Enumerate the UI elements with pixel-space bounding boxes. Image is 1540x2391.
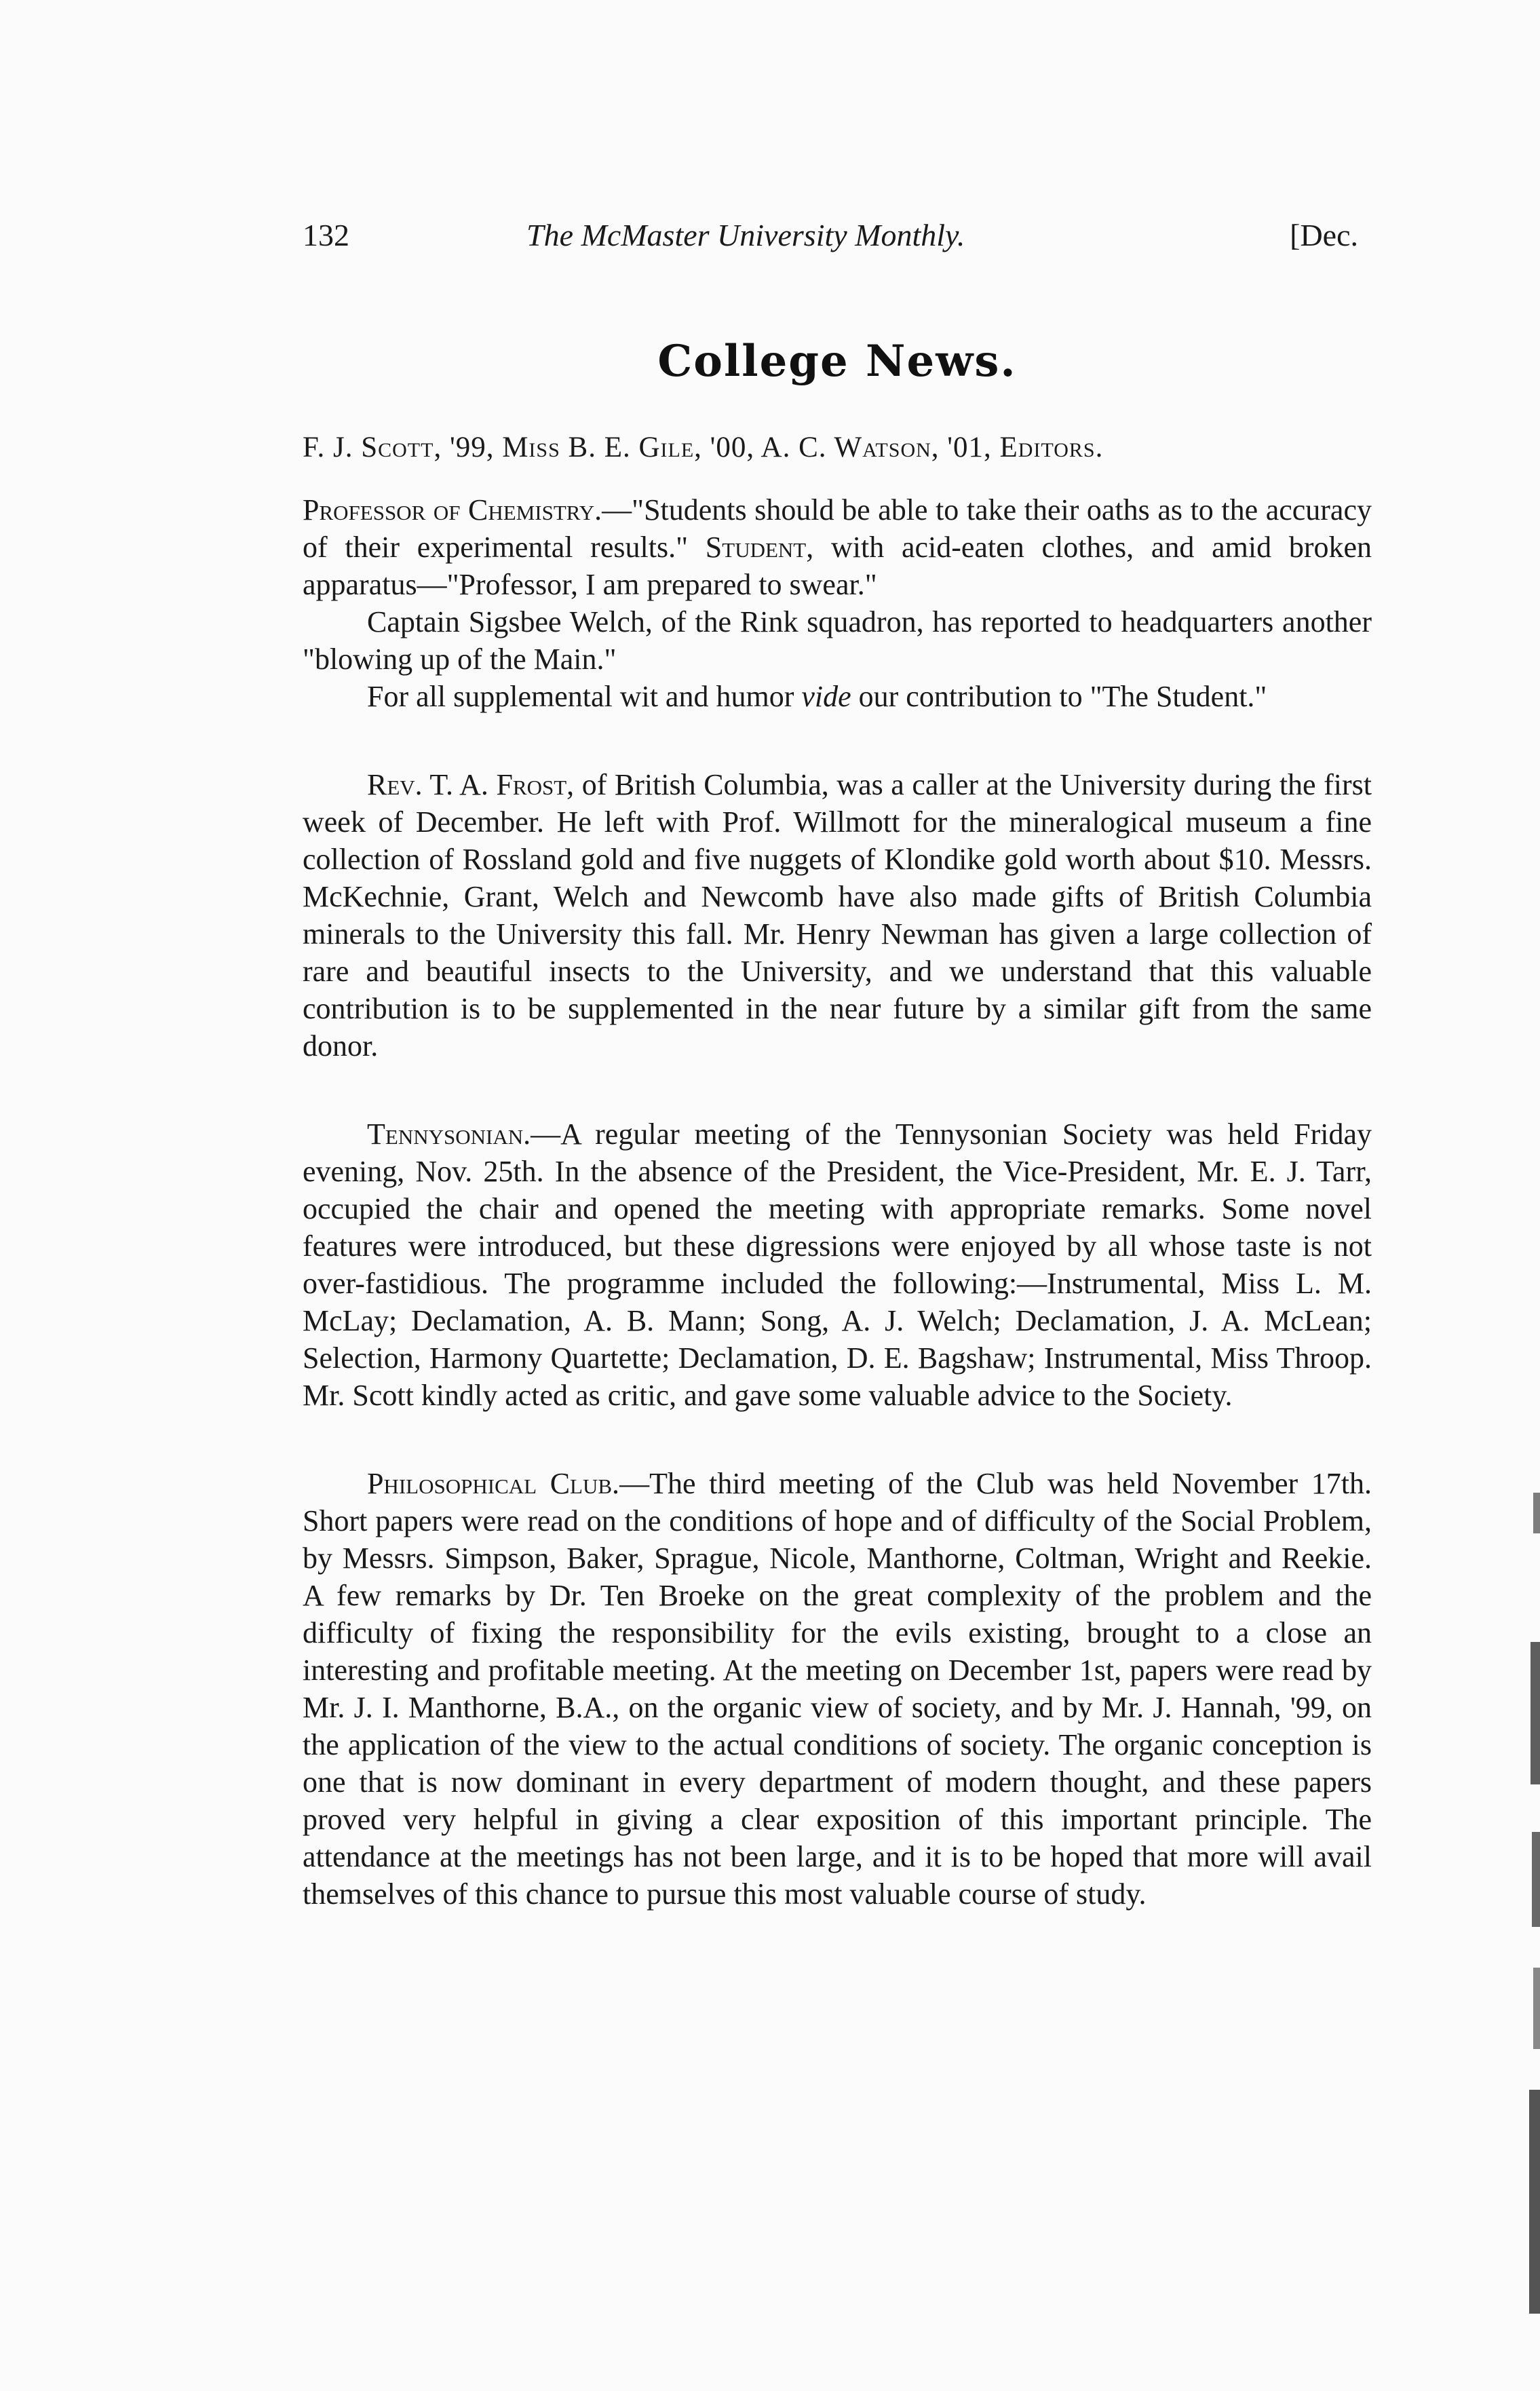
chemistry-lead: Professor of Chemistry. xyxy=(303,493,602,527)
running-head xyxy=(303,204,1372,258)
philosophical-text: —The third meeting of the Club was held November 17th. Short papers were read on the conditions of hope and of difficulty of the Social Problem, by Messrs. Simpson, Baker, Sprague, Nicole, Manthorne, Coltman, Wright and Reekie. A few remarks by Dr. Ten Broeke on the great complexity of the problem and the difficulty of fixing the responsibility for the evils existing, brought to a close an interesting and profitable meeting. At the meeting on December 1st, papers were read by Mr. J. I. Manthorne, B.A., on the organic view of society, and by Mr. J. Hannah, '99, on the application of the view to the actual conditions of society. The organic conception is one that is now dominant in every department of modern thought, and these papers proved very helpful in giving a clear exposition of this important principle. The attendance at the meetings has not been large, and it is to be hoped that more will avail themselves of this chance to pursue this most valuable course of study. xyxy=(303,1467,1372,1911)
tennysonian-paragraph xyxy=(303,1115,1372,1414)
frost-text: of British Columbia, was a caller at the University during the first week of December. He left with Prof. Willmott for the mineralogical museum a fine collection of Rossland gold and five nuggets of Klondike gold worth about $10. Messrs. McKechnie, Grant, Welch and Newcomb have also made gifts of British Columbia minerals to the University this fall. Mr. Henry Newman has given a large collection of rare and beautiful insects to the University, and we understand that this valuable contribution is to be supplemented in the near future by a similar gift from the same donor. xyxy=(303,768,1372,1063)
issue-month: [Dec. xyxy=(1290,218,1358,252)
scan-edge-mark xyxy=(1533,1968,1540,2049)
tennysonian-lead: Tennysonian. xyxy=(367,1117,531,1151)
scan-edge-mark xyxy=(1532,1832,1540,1927)
sigsbee-paragraph: Captain Sigsbee Welch, of the Rink squadron, has reported to headquarters another "blowing up of the Main." xyxy=(303,605,1372,676)
scan-edge-mark xyxy=(1529,2090,1540,2314)
philosophical-paragraph xyxy=(303,1465,1372,1913)
student-text: with acid-eaten clothes, and amid broken apparatus—"Professor, I am prepared to swear." xyxy=(303,531,1372,601)
wit-before: For all supplemental wit and humor xyxy=(367,680,802,713)
tennysonian-text: —A regular meeting of the Tennysonian Society was held Friday evening, Nov. 25th. In the absence of the President, the Vice-President, Mr. E. J. Tarr, occupied the chair and opened the meeting with appropriate remarks. Some novel features were introduced, but these digressions were enjoyed by all whose taste is not over-fastidious. The programme included the following:—Instrumental, Miss L. M. McLay; Declamation, A. B. Mann; Song, A. J. Welch; Declamation, J. A. McLean; Selection, Harmony Quartette; Declamation, D. E. Bagshaw; Instrumental, Miss Throop. Mr. Scott kindly acted as critic, and gave some valuable advice to the Society. xyxy=(303,1117,1372,1412)
scan-edge-mark xyxy=(1531,1642,1540,1784)
wit-vide: vide xyxy=(801,680,851,713)
frost-paragraph xyxy=(303,766,1372,1065)
scan-edge-mark xyxy=(1533,1493,1540,1533)
frost-lead: Rev. T. A. Frost, xyxy=(367,768,575,801)
wit-paragraph xyxy=(303,678,1372,715)
section-title: College News. xyxy=(657,336,1017,387)
page-number: 132 xyxy=(303,218,349,252)
editors-line: F. J. Scott, '99, Miss B. E. Gile, '00, A. C. Watson, '01, Editors. xyxy=(303,432,1104,463)
philosophical-lead: Philosophical Club. xyxy=(367,1467,620,1500)
chemistry-paragraph xyxy=(303,491,1372,603)
document-page xyxy=(303,204,1372,1913)
wit-after: our contribution to "The Student." xyxy=(851,680,1267,713)
journal-title: The McMaster University Monthly. xyxy=(526,218,965,252)
chemistry-text: —"Students should be able to take their oaths as to the accuracy of their experimental results." xyxy=(303,493,1372,564)
student-lead: Student, xyxy=(705,531,814,564)
